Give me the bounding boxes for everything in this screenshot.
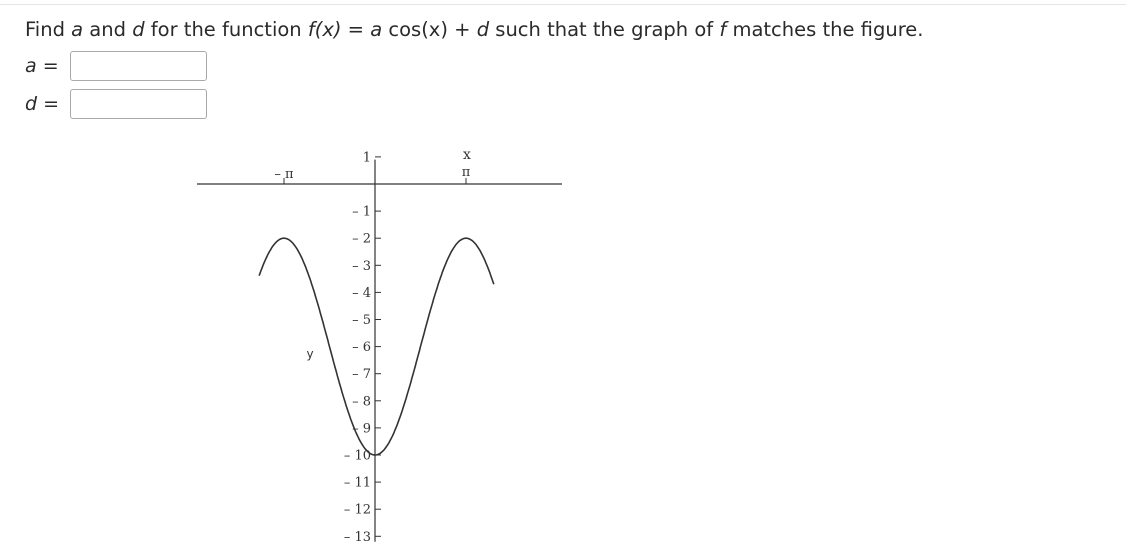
- y-tick-label: – 5: [352, 313, 371, 328]
- question-part: =: [341, 18, 371, 41]
- y-tick-label: – 3: [352, 258, 371, 274]
- y-tick-label: – 11: [343, 475, 371, 491]
- x-tick-label: – π: [274, 167, 294, 182]
- x-axis-label: x: [463, 147, 471, 163]
- y-tick-label: – 1: [352, 204, 371, 220]
- y-axis-label: y: [306, 347, 314, 361]
- y-tick-label: – 13: [343, 529, 371, 545]
- question-part: Find: [25, 18, 72, 41]
- question-var-d: d: [476, 18, 490, 41]
- question-part: cos(x) +: [382, 18, 477, 41]
- y-tick-label: – 2: [352, 231, 371, 247]
- question-part: for the function: [144, 18, 308, 41]
- question-part: matches the figure.: [726, 18, 924, 41]
- y-tick-label: – 9: [352, 421, 371, 437]
- y-tick-label: – 12: [343, 502, 371, 518]
- question-function-name: f(x): [307, 18, 342, 41]
- y-tick-label: – 7: [352, 367, 371, 383]
- x-tick-label: π: [461, 165, 471, 180]
- y-tick-label: – 10: [343, 448, 371, 464]
- y-tick-label: – 6: [352, 340, 371, 356]
- question-var-a: a: [71, 18, 84, 41]
- y-tick-label: – 4: [352, 285, 371, 301]
- question-var-d: d: [132, 18, 145, 41]
- label-eq: =: [36, 55, 59, 77]
- question-var-a: a: [370, 18, 383, 41]
- x-axis-ticks: [274, 165, 470, 184]
- question-part: and: [83, 18, 133, 41]
- question-part: such that the graph of: [489, 18, 720, 41]
- y-tick-label: – 8: [352, 394, 371, 410]
- label-var: d: [25, 93, 38, 115]
- y-tick-label: 1: [362, 150, 371, 166]
- label-eq: =: [37, 93, 60, 115]
- label-var: a: [25, 55, 37, 77]
- question-var-f: f: [719, 18, 727, 41]
